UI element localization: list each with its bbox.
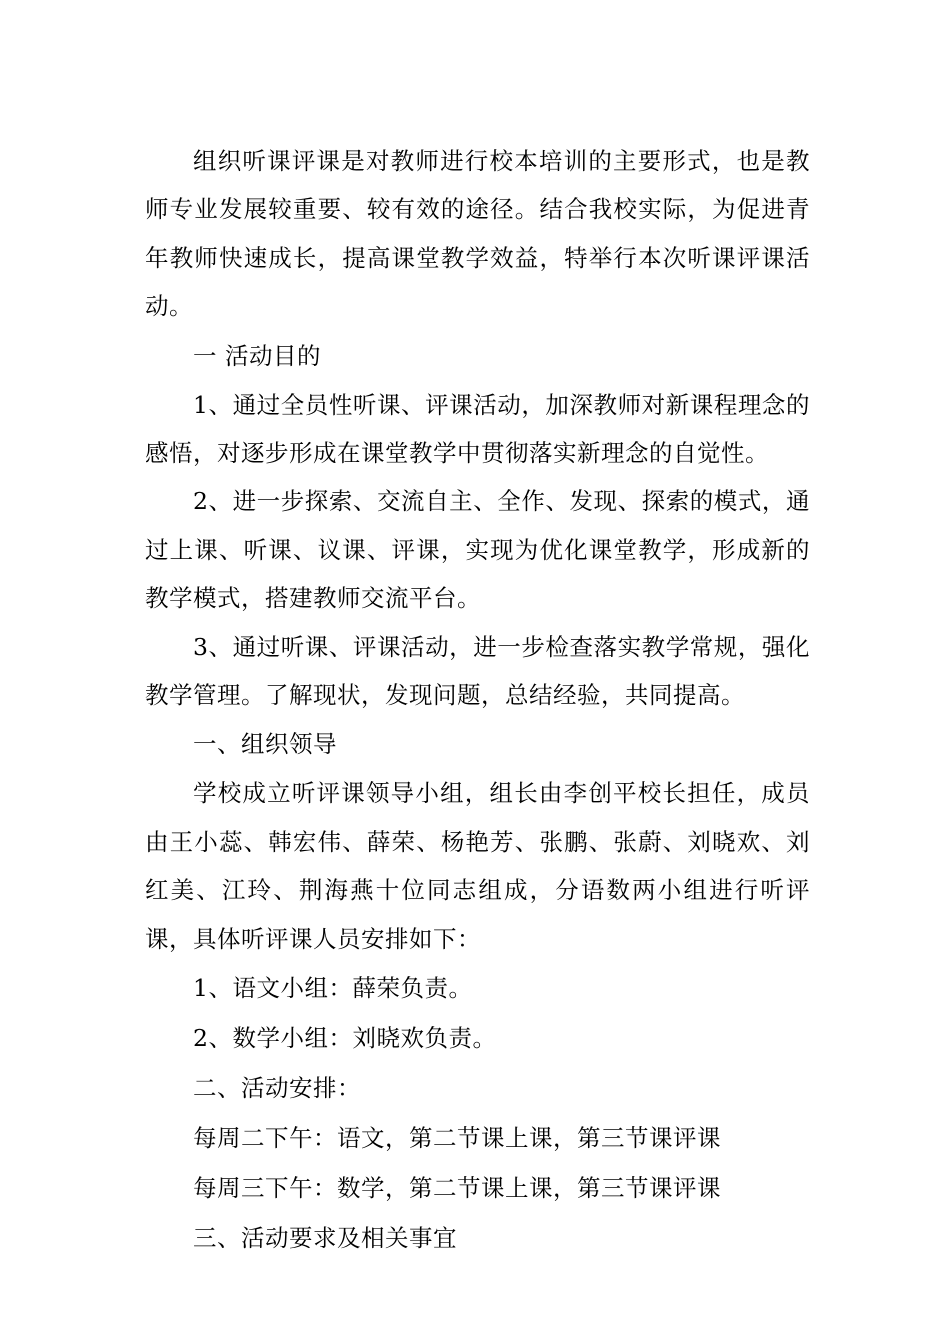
group-math-item: 2、数学小组：刘晓欢负责。 [193,1024,497,1053]
section-heading-schedule: 二、活动安排： [193,1074,361,1103]
leadership-paragraph: 学校成立听评课领导小组，组长由李创平校长担任，成员由王小蕊、韩宏伟、薛荣、杨艳芳、张鹏、张蔚、刘晓欢、刘红美、江玲、荆海燕十位同志组成，分语数两小组进行听评课，具体听评课人员安排如下： [145,779,810,953]
purpose-item-1: 1、通过全员性听课、评课活动，加深教师对新课程理念的感悟，对逐步形成在课堂教学中贯彻落实新理念的自觉性。 [145,390,810,468]
schedule-tuesday: 每周二下午：语文，第二节课上课，第三节课评课 [193,1124,721,1153]
schedule-wednesday: 每周三下午：数学，第二节课上课，第三节课评课 [193,1174,721,1203]
document-body [145,137,810,1263]
group-chinese-item: 1、语文小组：薛荣负责。 [193,974,473,1003]
intro-paragraph: 组织听课评课是对教师进行校本培训的主要形式，也是教师专业发展较重要、较有效的途径。结合我校实际，为促进青年教师快速成长，提高课堂教学效益，特举行本次听课评课活动。 [145,147,810,321]
purpose-item-2: 2、进一步探索、交流自主、全作、发现、探索的模式，通过上课、听课、议课、评课，实现为优化课堂教学，形成新的教学模式，搭建教师交流平台。 [145,487,810,613]
purpose-item-3: 3、通过听课、评课活动，进一步检查落实教学常规，强化教学管理。了解现状，发现问题，总结经验，共同提高。 [145,632,810,710]
section-heading-purpose: 一 活动目的 [193,341,321,370]
section-heading-requirements: 三、活动要求及相关事宜 [193,1224,457,1253]
section-heading-leadership: 一、组织领导 [193,730,337,759]
